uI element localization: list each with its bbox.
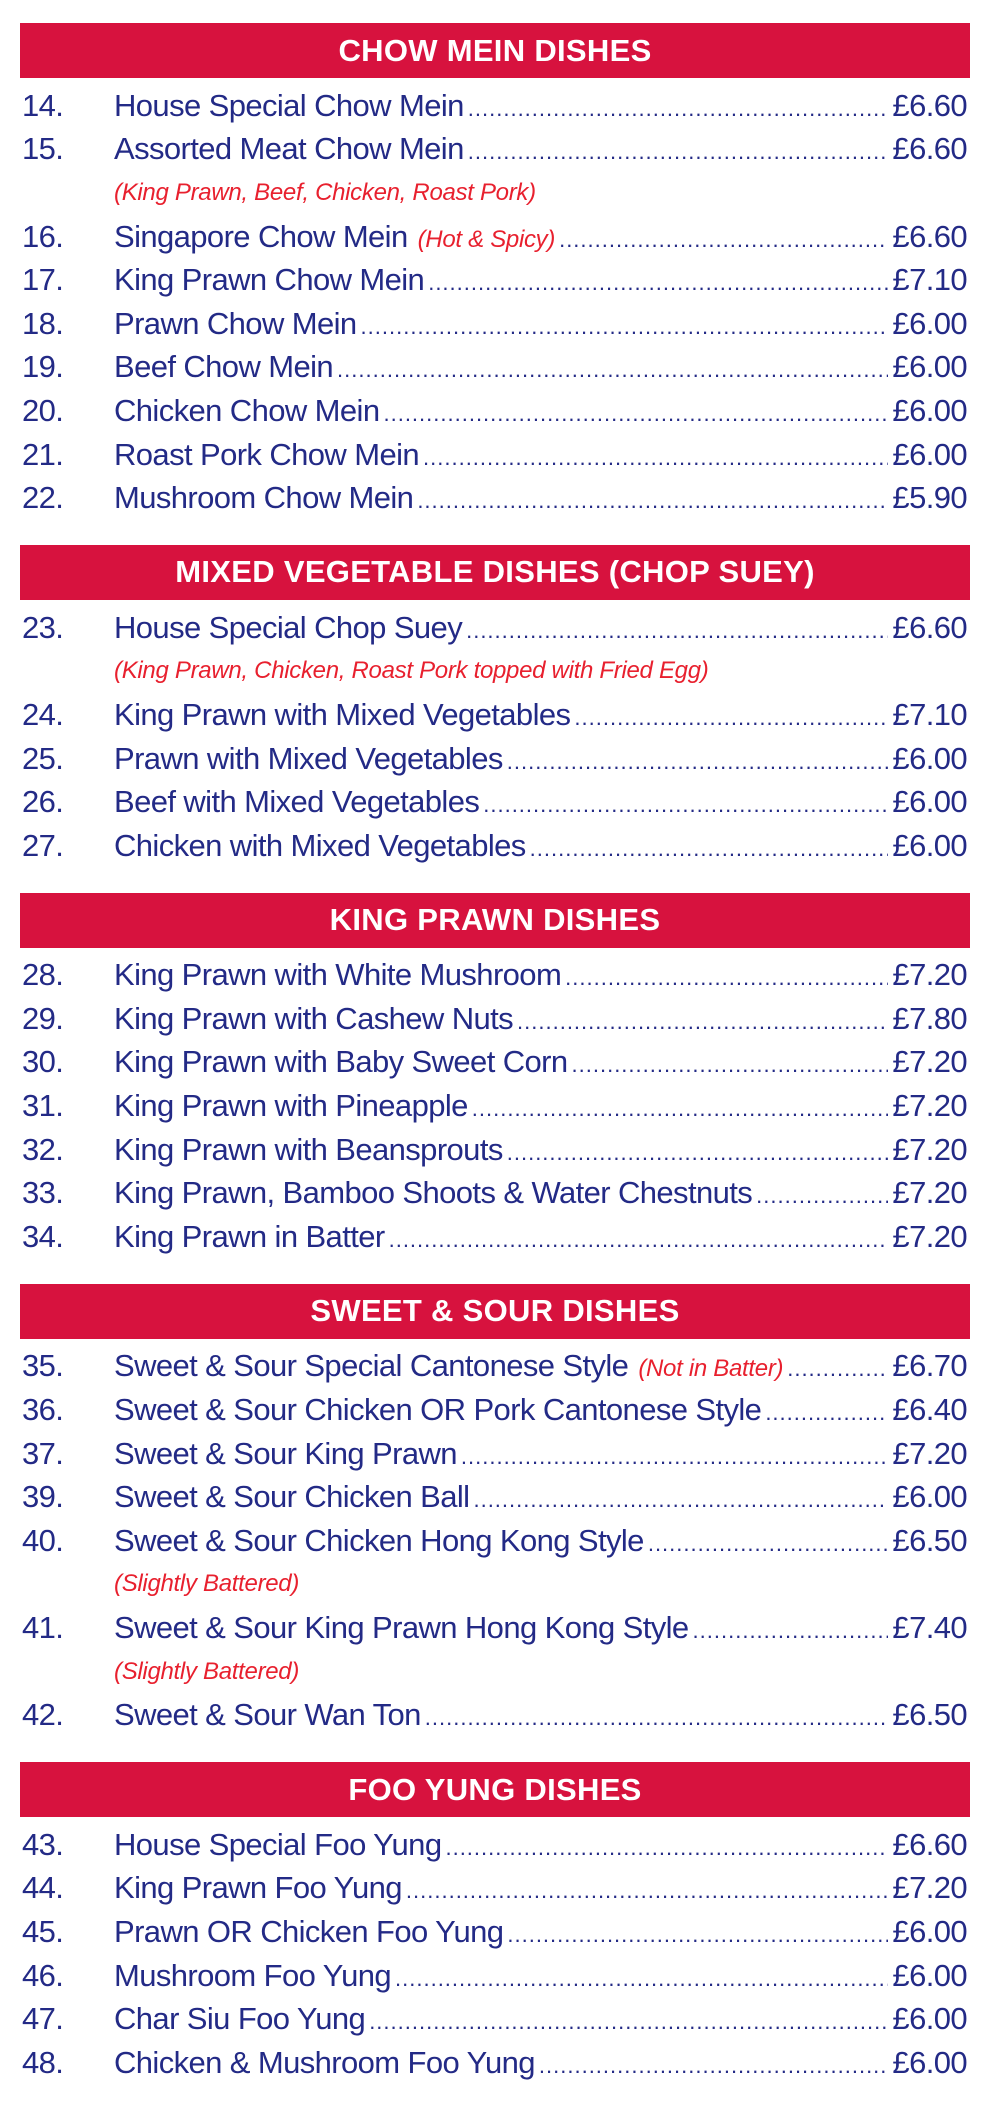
item-number: 24.: [22, 696, 64, 732]
item-name: Sweet & Sour King Prawn: [114, 1435, 457, 1471]
menu-item: [0, 1519, 994, 1563]
section-header: MIXED VEGETABLE DISHES (CHOP SUEY): [20, 545, 970, 600]
item-name: Prawn OR Chicken Foo Yung: [114, 1913, 504, 1949]
item-price: £6.00: [892, 784, 967, 820]
menu-item: [0, 1041, 994, 1085]
item-number: 20.: [22, 392, 64, 428]
item-name: King Prawn with Cashew Nuts: [114, 1000, 514, 1036]
dot-leader: [572, 1044, 889, 1080]
item-line: [114, 1044, 967, 1080]
item-price: £7.20: [892, 1131, 967, 1167]
item-line: [114, 1870, 967, 1906]
dot-leader: [425, 1697, 889, 1733]
section-header: SWEET & SOUR DISHES: [20, 1284, 970, 1339]
item-price: £6.40: [892, 1392, 967, 1428]
item-name: Mushroom Chow Mein: [114, 480, 414, 516]
item-price: £7.20: [892, 1218, 967, 1254]
item-line: [114, 1219, 967, 1255]
dot-leader: [466, 610, 888, 646]
item-name: King Prawn with Mixed Vegetables: [114, 696, 571, 732]
dot-leader: [337, 349, 888, 385]
item-line: [114, 1958, 967, 1994]
menu-item: [0, 1823, 994, 1867]
item-name: King Prawn in Batter: [114, 1218, 385, 1254]
section-header: KING PRAWN DISHES: [20, 893, 970, 948]
section-header: FOO YUNG DISHES: [20, 1762, 970, 1817]
dot-leader: [423, 437, 888, 473]
item-number: 21.: [22, 436, 64, 472]
menu-item: [0, 1128, 994, 1172]
item-number: 28.: [22, 957, 64, 993]
dot-leader: [565, 957, 888, 993]
item-name: King Prawn Chow Mein: [114, 262, 425, 298]
dot-leader: [473, 1479, 888, 1515]
item-name: House Special Chow Mein: [114, 87, 464, 123]
item-number: 48.: [22, 2044, 64, 2080]
menu-item: [0, 737, 994, 781]
item-number: 15.: [22, 131, 64, 167]
item-number: 44.: [22, 1870, 64, 1906]
dot-leader: [693, 1610, 889, 1646]
menu-item: [0, 1693, 994, 1737]
item-number: 17.: [22, 262, 64, 298]
menu-section: [0, 1762, 994, 2085]
menu-item: [0, 780, 994, 824]
item-price: £7.20: [892, 1870, 967, 1906]
item-line: [114, 697, 967, 733]
item-number: 39.: [22, 1479, 64, 1515]
item-line: [114, 610, 967, 646]
menu-item: [0, 1345, 994, 1389]
dot-leader: [389, 1219, 889, 1255]
dot-leader: [574, 697, 888, 733]
item-line: [114, 1348, 967, 1384]
menu-item: [0, 1432, 994, 1476]
menu-item: [0, 1215, 994, 1259]
menu-item: [0, 476, 994, 520]
item-name: Chicken Chow Mein: [114, 392, 380, 428]
item-line: [114, 1392, 967, 1428]
dot-leader: [765, 1392, 888, 1428]
item-number: 18.: [22, 305, 64, 341]
item-description-row: [0, 650, 994, 694]
dot-leader: [428, 262, 888, 298]
item-price: £7.10: [892, 696, 967, 732]
item-note: (Not in Batter): [638, 1355, 784, 1383]
item-description: (King Prawn, Beef, Chicken, Roast Pork): [114, 178, 536, 206]
menu-page: [0, 23, 994, 2110]
dot-leader: [507, 1132, 889, 1168]
item-number: 36.: [22, 1392, 64, 1428]
item-name: Chicken & Mushroom Foo Yung: [114, 2044, 535, 2080]
item-price: £5.90: [892, 480, 967, 516]
item-price: £6.00: [892, 349, 967, 385]
item-description-row: [0, 1563, 994, 1607]
item-number: 23.: [22, 609, 64, 645]
item-line: [114, 306, 967, 342]
item-price: £6.50: [892, 1522, 967, 1558]
item-price: £6.60: [892, 131, 967, 167]
item-price: £6.00: [892, 305, 967, 341]
menu-item: [0, 128, 994, 172]
item-number: 41.: [22, 1610, 64, 1646]
item-name: King Prawn Foo Yung: [114, 1870, 402, 1906]
item-description: (Slightly Battered): [114, 1570, 300, 1598]
item-price: £6.60: [892, 218, 967, 254]
menu-item: [0, 997, 994, 1041]
section-header: CHOW MEIN DISHES: [20, 23, 970, 78]
dot-leader: [445, 1827, 888, 1863]
item-number: 35.: [22, 1348, 64, 1384]
item-price: £6.70: [892, 1348, 967, 1384]
menu-item: [0, 1867, 994, 1911]
item-name: Mushroom Foo Yung: [114, 1957, 392, 1993]
item-description-row: [0, 171, 994, 215]
item-number: 19.: [22, 349, 64, 385]
dot-leader: [395, 1958, 888, 1994]
item-name: King Prawn, Bamboo Shoots & Water Chestnuts: [114, 1175, 753, 1211]
dot-leader: [468, 131, 889, 167]
item-name: King Prawn with Pineapple: [114, 1088, 468, 1124]
item-note: (Hot & Spicy): [417, 225, 556, 253]
menu-item: [0, 1388, 994, 1432]
item-name: King Prawn with Beansprouts: [114, 1131, 503, 1167]
menu-item: [0, 1606, 994, 1650]
item-line: [114, 262, 967, 298]
item-price: £6.60: [892, 609, 967, 645]
menu-item: [0, 606, 994, 650]
item-number: 46.: [22, 1957, 64, 1993]
menu-item: [0, 1910, 994, 1954]
item-number: 45.: [22, 1913, 64, 1949]
item-price: £6.00: [892, 1913, 967, 1949]
item-number: 47.: [22, 2001, 64, 2037]
menu-item: [0, 693, 994, 737]
item-number: 29.: [22, 1000, 64, 1036]
item-line: [114, 1132, 967, 1168]
menu-item: [0, 954, 994, 998]
dot-leader: [756, 1175, 888, 1211]
item-price: £6.60: [892, 1826, 967, 1862]
item-name: Sweet & Sour Wan Ton: [114, 1697, 421, 1733]
dot-leader: [507, 741, 889, 777]
item-price: £6.00: [892, 740, 967, 776]
menu-item: [0, 215, 994, 259]
item-line: [114, 480, 967, 516]
item-number: 30.: [22, 1044, 64, 1080]
dot-leader: [648, 1523, 889, 1559]
dot-leader: [369, 2001, 888, 2037]
item-number: 43.: [22, 1826, 64, 1862]
menu-item: [0, 1954, 994, 1998]
item-line: [114, 741, 967, 777]
item-price: £6.00: [892, 1479, 967, 1515]
item-line: [114, 1001, 967, 1037]
menu-item: [0, 1084, 994, 1128]
item-price: £7.80: [892, 1000, 967, 1036]
menu-item: [0, 389, 994, 433]
item-description-row: [0, 1650, 994, 1694]
item-price: £7.40: [892, 1610, 967, 1646]
item-price: £7.10: [892, 262, 967, 298]
item-name: Sweet & Sour Special Cantonese Style: [114, 1348, 629, 1384]
item-line: [114, 2001, 967, 2037]
item-name: Assorted Meat Chow Mein: [114, 131, 464, 167]
item-line: [114, 393, 967, 429]
item-name: House Special Foo Yung: [114, 1826, 442, 1862]
dot-leader: [530, 828, 889, 864]
item-number: 31.: [22, 1088, 64, 1124]
item-line: [114, 1827, 967, 1863]
menu-item: [0, 824, 994, 868]
item-name: Sweet & Sour Chicken OR Pork Cantonese Style: [114, 1392, 762, 1428]
item-price: £6.00: [892, 392, 967, 428]
item-number: 22.: [22, 480, 64, 516]
item-name: King Prawn with Baby Sweet Corn: [114, 1044, 568, 1080]
dot-leader: [539, 2045, 889, 2081]
item-price: £7.20: [892, 957, 967, 993]
item-line: [114, 1088, 967, 1124]
item-name: Sweet & Sour Chicken Ball: [114, 1479, 470, 1515]
dot-leader: [406, 1870, 889, 1906]
dot-leader: [461, 1436, 889, 1472]
item-number: 37.: [22, 1435, 64, 1471]
item-number: 32.: [22, 1131, 64, 1167]
item-line: [114, 131, 967, 167]
dot-leader: [468, 88, 889, 124]
item-number: 27.: [22, 827, 64, 863]
item-line: [114, 1523, 967, 1559]
menu-item: [0, 302, 994, 346]
menu-item: [0, 1997, 994, 2041]
item-number: 34.: [22, 1218, 64, 1254]
item-line: [114, 1610, 967, 1646]
item-number: 42.: [22, 1697, 64, 1733]
menu-item: [0, 84, 994, 128]
item-name: Prawn Chow Mein: [114, 305, 357, 341]
item-line: [114, 1479, 967, 1515]
dot-leader: [472, 1088, 889, 1124]
menu-item: [0, 433, 994, 477]
menu-section: [0, 545, 994, 868]
dot-leader: [507, 1914, 888, 1950]
item-price: £6.00: [892, 1957, 967, 1993]
item-name: King Prawn with White Mushroom: [114, 957, 562, 993]
menu-item: [0, 2041, 994, 2085]
item-name: Sweet & Sour Chicken Hong Kong Style: [114, 1522, 644, 1558]
item-line: [114, 1914, 967, 1950]
item-price: £6.00: [892, 2001, 967, 2037]
item-line: [114, 1697, 967, 1733]
menu-item: [0, 1171, 994, 1215]
item-name: Char Siu Foo Yung: [114, 2001, 366, 2037]
item-line: [114, 349, 967, 385]
item-number: 40.: [22, 1522, 64, 1558]
menu-item: [0, 346, 994, 390]
item-description: (Slightly Battered): [114, 1657, 300, 1685]
item-price: £6.00: [892, 436, 967, 472]
item-line: [114, 1175, 967, 1211]
menu-item: [0, 258, 994, 302]
item-line: [114, 784, 967, 820]
item-price: £6.00: [892, 2044, 967, 2080]
item-price: £7.20: [892, 1088, 967, 1124]
item-line: [114, 219, 967, 255]
item-line: [114, 957, 967, 993]
dot-leader: [417, 480, 888, 516]
item-number: 25.: [22, 740, 64, 776]
item-price: £6.60: [892, 87, 967, 123]
dot-leader: [383, 393, 888, 429]
item-number: 16.: [22, 218, 64, 254]
item-number: 26.: [22, 784, 64, 820]
item-line: [114, 828, 967, 864]
item-line: [114, 1436, 967, 1472]
dot-leader: [361, 306, 889, 342]
item-price: £7.20: [892, 1044, 967, 1080]
item-name: Prawn with Mixed Vegetables: [114, 740, 503, 776]
item-number: 33.: [22, 1175, 64, 1211]
item-line: [114, 88, 967, 124]
dot-leader: [483, 784, 888, 820]
item-price: £6.00: [892, 827, 967, 863]
item-name: Beef with Mixed Vegetables: [114, 784, 480, 820]
item-name: Beef Chow Mein: [114, 349, 334, 385]
dot-leader: [517, 1001, 888, 1037]
item-name: Roast Pork Chow Mein: [114, 436, 420, 472]
item-line: [114, 437, 967, 473]
item-name: House Special Chop Suey: [114, 609, 463, 645]
item-price: £7.20: [892, 1175, 967, 1211]
menu-section: [0, 1284, 994, 1737]
item-description: (King Prawn, Chicken, Roast Pork topped with Fried Egg): [114, 657, 709, 685]
item-name: Sweet & Sour King Prawn Hong Kong Style: [114, 1610, 689, 1646]
dot-leader: [787, 1348, 888, 1384]
menu-section: [0, 893, 994, 1259]
item-name: Singapore Chow Mein: [114, 218, 408, 254]
item-price: £7.20: [892, 1435, 967, 1471]
item-number: 14.: [22, 87, 64, 123]
item-name: Chicken with Mixed Vegetables: [114, 827, 526, 863]
item-price: £6.50: [892, 1697, 967, 1733]
menu-section: [0, 23, 994, 520]
menu-item: [0, 1475, 994, 1519]
item-line: [114, 2045, 967, 2081]
dot-leader: [559, 219, 888, 255]
